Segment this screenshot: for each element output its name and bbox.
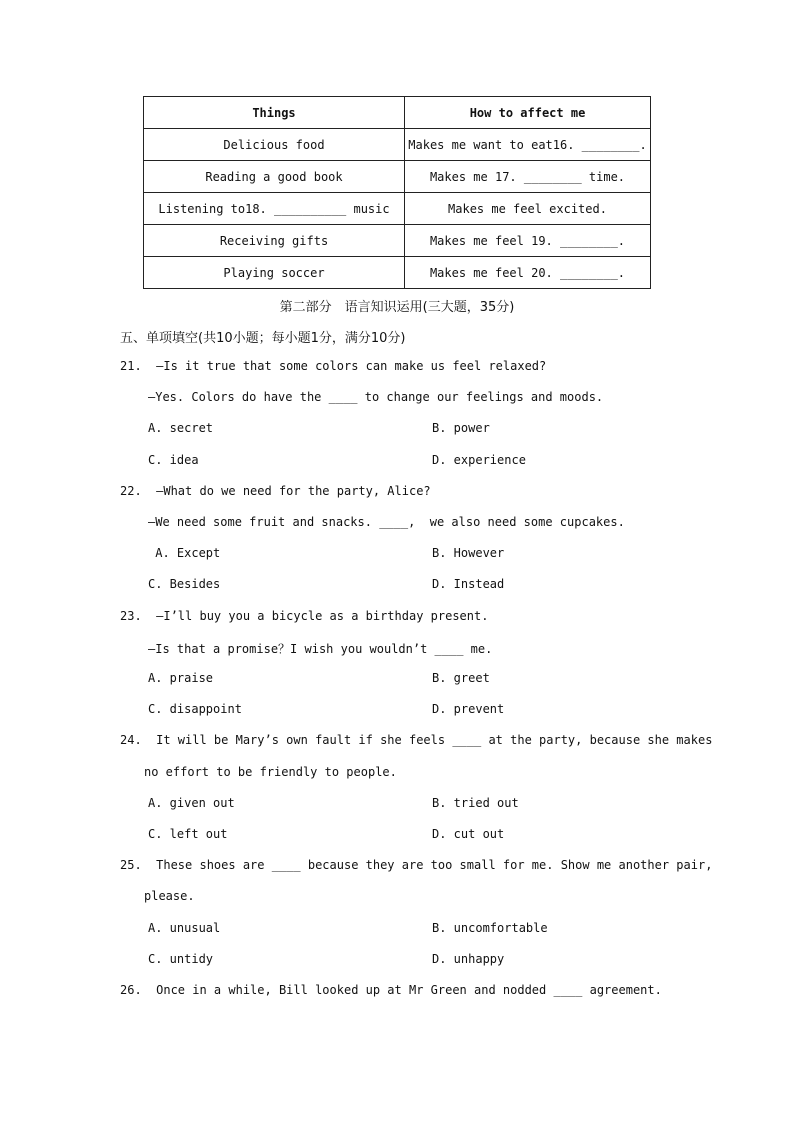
table-row (144, 161, 651, 193)
question-21-option-b[interactable]: B. power (432, 421, 490, 435)
question-25-stem-continued: please. (144, 889, 195, 903)
question-25-option-d[interactable]: D. unhappy (432, 952, 505, 966)
question-21-option-d[interactable]: D. experience (432, 453, 526, 467)
table-cell: Makes me want to eat16. ________. (405, 129, 651, 161)
question-23-stem: 23. —I’ll buy you a bicycle as a birthday present. (120, 609, 489, 623)
table-row (144, 129, 651, 161)
table-cell: Makes me 17. ________ time. (405, 161, 651, 193)
question-25-stem: 25. These shoes are ____ because they are too small for me. Show me another pair, (120, 858, 713, 872)
question-24-stem: 24. It will be Mary’s own fault if she feels ____ at the party, because she makes (120, 733, 713, 747)
column-header-things: Things (144, 97, 405, 129)
question-22-option-b[interactable]: B. However (432, 546, 505, 560)
question-21-option-c[interactable]: C. idea (148, 453, 199, 467)
question-21-stem: 21. —Is it true that some colors can make us feel relaxed? (120, 359, 547, 373)
table-cell: Playing soccer (144, 257, 405, 289)
question-25-option-c[interactable]: C. untidy (148, 952, 214, 966)
feelings-table (143, 96, 651, 289)
question-22-option-d[interactable]: D. Instead (432, 577, 505, 591)
question-23-option-b[interactable]: B. greet (432, 671, 490, 685)
question-25-option-a[interactable]: A. unusual (148, 921, 221, 935)
question-25-option-b[interactable]: B. uncomfortable (432, 921, 548, 935)
column-header-affect: How to affect me (405, 97, 651, 129)
table-row (144, 193, 651, 225)
question-26-stem: 26. Once in a while, Bill looked up at Mr Green and nodded ____ agreement. (120, 983, 662, 997)
question-22-stem: 22. —What do we need for the party, Alice? (120, 484, 431, 498)
question-23-option-c[interactable]: C. disappoint (148, 702, 242, 716)
table-cell: Receiving gifts (144, 225, 405, 257)
table-cell: Makes me feel excited. (405, 193, 651, 225)
question-22-option-c[interactable]: C. Besides (148, 577, 221, 591)
question-21-option-a[interactable]: A. secret (148, 421, 214, 435)
table-cell: Makes me feel 20. ________. (405, 257, 651, 289)
table-cell: Listening to18. __________ music (144, 193, 405, 225)
question-21-reply: —Yes. Colors do have the ____ to change our feelings and moods. (148, 390, 604, 404)
part-heading: 五、单项填空(共10小题；每小题1分，满分10分) (120, 331, 406, 346)
question-24-option-a[interactable]: A. given out (148, 796, 235, 810)
question-24-stem-continued: no effort to be friendly to people. (144, 765, 397, 779)
question-24-option-b[interactable]: B. tried out (432, 796, 519, 810)
table-cell: Reading a good book (144, 161, 405, 193)
question-22-reply: —We need some fruit and snacks. ____, we also need some cupcakes. (148, 515, 625, 529)
question-24-option-d[interactable]: D. cut out (432, 827, 505, 841)
question-23-reply: —Is that a promise？I wish you wouldn’t ____ me. (148, 642, 493, 656)
table-cell: Delicious food (144, 129, 405, 161)
question-24-option-c[interactable]: C. left out (148, 827, 228, 841)
table-header-row (144, 97, 651, 129)
table-row (144, 225, 651, 257)
section-title: 第二部分 语言知识运用(三大题，35分) (279, 300, 515, 315)
question-23-option-d[interactable]: D. prevent (432, 702, 505, 716)
table-row (144, 257, 651, 289)
table-cell: Makes me feel 19. ________. (405, 225, 651, 257)
question-22-option-a[interactable]: A. Except (148, 546, 221, 560)
question-23-option-a[interactable]: A. praise (148, 671, 214, 685)
